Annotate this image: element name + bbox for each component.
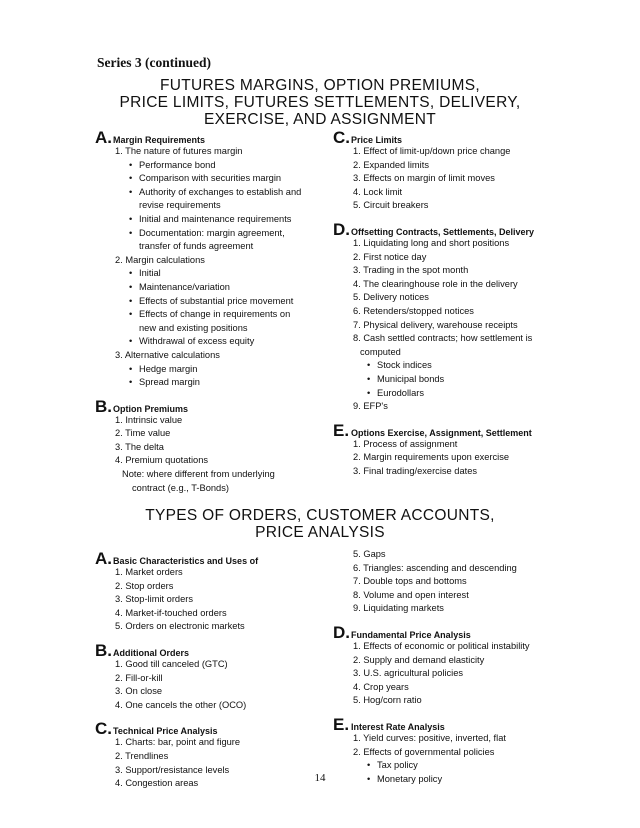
group-title: Additional Orders bbox=[113, 647, 190, 658]
group-heading bbox=[333, 715, 563, 732]
section-title-margins bbox=[0, 77, 640, 128]
bullet-icon: • bbox=[367, 387, 371, 398]
bullet-icon: • bbox=[129, 227, 133, 238]
group-title: Offsetting Contracts, Settlements, Delivery bbox=[351, 226, 535, 237]
numbered-item: 7. Physical delivery, warehouse receipts bbox=[353, 319, 518, 330]
numbered-item: 2. Margin requirements upon exercise bbox=[353, 452, 510, 463]
numbered-item: 8. Volume and open interest bbox=[353, 589, 469, 600]
numbered-item: 9. Liquidating markets bbox=[353, 603, 444, 614]
numbered-item: 5. Delivery notices bbox=[353, 292, 429, 303]
bullet-icon: • bbox=[129, 268, 133, 279]
group-title: Price Limits bbox=[351, 135, 403, 145]
bullet-icon: • bbox=[129, 295, 133, 306]
bullet-text: Effects of substantial price movement bbox=[139, 295, 294, 306]
numbered-item: 6. Retenders/stopped notices bbox=[353, 305, 474, 316]
section2-left-column bbox=[95, 549, 325, 798]
bullet-text: Effects of change in requirements on bbox=[139, 309, 291, 320]
bullet-item bbox=[333, 359, 563, 373]
bullet-item bbox=[95, 172, 325, 186]
bullet-text: Municipal bonds bbox=[377, 373, 445, 384]
numbered-item: 1. Good till canceled (GTC) bbox=[115, 658, 228, 669]
group-heading bbox=[333, 128, 563, 145]
numbered-item: 8. Cash settled contracts; how settlement is bbox=[353, 333, 533, 344]
bullet-item bbox=[95, 308, 325, 322]
numbered-item: 5. Hog/corn ratio bbox=[353, 695, 422, 706]
group-title: Technical Price Analysis bbox=[113, 726, 218, 737]
numbered-item: 1. The nature of futures margin bbox=[115, 146, 243, 156]
bullet-icon: • bbox=[129, 336, 133, 347]
group-letter: E. bbox=[333, 420, 350, 440]
numbered-item: 1. Effect of limit-up/down price change bbox=[353, 146, 511, 156]
numbered-item: 4. One cancels the other (OCO) bbox=[115, 699, 247, 710]
numbered-item: 5. Circuit breakers bbox=[353, 200, 429, 211]
group-letter: C. bbox=[333, 128, 350, 147]
group-title: Fundamental Price Analysis bbox=[351, 629, 471, 640]
bullet-text: Performance bond bbox=[139, 159, 216, 170]
group-letter: B. bbox=[95, 396, 112, 416]
group-letter: D. bbox=[333, 622, 350, 642]
bullet-item bbox=[95, 363, 325, 377]
section1-left-column bbox=[95, 128, 325, 502]
continuation-line: transfer of funds agreement bbox=[139, 241, 254, 252]
numbered-item: 2. Trendlines bbox=[115, 750, 169, 761]
continuation-line: computed bbox=[360, 346, 401, 357]
group-heading bbox=[95, 641, 325, 658]
bullet-text: Authority of exchanges to establish and bbox=[139, 186, 302, 197]
numbered-item: 1. Liquidating long and short positions bbox=[353, 237, 510, 248]
outline-group bbox=[95, 641, 325, 712]
bullet-text: Stock indices bbox=[377, 360, 432, 371]
continuation-line: contract (e.g., T-Bonds) bbox=[132, 482, 229, 493]
bullet-item bbox=[95, 295, 325, 309]
numbered-item: 5. Gaps bbox=[353, 549, 386, 559]
bullet-text: Eurodollars bbox=[377, 387, 425, 398]
numbered-item: 4. Premium quotations bbox=[115, 455, 209, 466]
bullet-item bbox=[95, 335, 325, 349]
outline-group bbox=[333, 623, 563, 708]
bullet-item bbox=[333, 387, 563, 401]
outline-group bbox=[333, 548, 563, 616]
group-heading bbox=[95, 549, 325, 566]
group-title: Options Exercise, Assignment, Settlement bbox=[351, 427, 532, 438]
section-title-line: PRICE ANALYSIS bbox=[255, 524, 385, 541]
group-heading bbox=[333, 220, 563, 237]
outline-group bbox=[95, 397, 325, 496]
page-number: 14 bbox=[314, 772, 326, 784]
group-title: Margin Requirements bbox=[113, 135, 206, 145]
numbered-item: 2. Supply and demand elasticity bbox=[353, 654, 485, 665]
group-letter: A. bbox=[95, 549, 112, 568]
bullet-text: Tax policy bbox=[377, 760, 418, 771]
numbered-item: 3. The delta bbox=[115, 441, 164, 452]
bullet-icon: • bbox=[129, 309, 133, 320]
group-heading bbox=[95, 128, 325, 145]
numbered-item: 1. Process of assignment bbox=[353, 438, 458, 449]
group-heading bbox=[333, 623, 563, 640]
section-title-line: EXERCISE, AND ASSIGNMENT bbox=[203, 111, 436, 128]
bullet-text: Initial and maintenance requirements bbox=[139, 213, 292, 224]
numbered-item: 1. Yield curves: positive, inverted, flat bbox=[353, 732, 506, 743]
bullet-icon: • bbox=[129, 363, 133, 374]
numbered-item: 2. First notice day bbox=[353, 251, 427, 262]
group-title: Option Premiums bbox=[113, 403, 189, 414]
outline-group bbox=[95, 128, 325, 390]
section-title-line: TYPES OF ORDERS, CUSTOMER ACCOUNTS, bbox=[145, 507, 495, 524]
bullet-item bbox=[95, 376, 325, 390]
numbered-item: 3. Final trading/exercise dates bbox=[353, 465, 478, 476]
outline-group bbox=[333, 421, 563, 479]
series-heading: Series 3 (continued) bbox=[97, 55, 211, 70]
numbered-item: 2. Effects of governmental policies bbox=[353, 746, 495, 757]
section-title-orders bbox=[0, 507, 640, 541]
numbered-item: 2. Fill-or-kill bbox=[115, 672, 163, 683]
numbered-item: 3. Alternative calculations bbox=[115, 349, 220, 360]
group-letter: A. bbox=[95, 128, 112, 147]
numbered-item: 1. Effects of economic or political instability bbox=[353, 640, 530, 651]
continuation-line: revise requirements bbox=[139, 200, 221, 211]
bullet-icon: • bbox=[367, 360, 371, 371]
bullet-item bbox=[95, 186, 325, 200]
bullet-item bbox=[95, 159, 325, 173]
numbered-item: 2. Time value bbox=[115, 428, 171, 439]
group-title: Interest Rate Analysis bbox=[351, 721, 445, 732]
section-title-line: PRICE LIMITS, FUTURES SETTLEMENTS, DELIVERY, bbox=[119, 94, 521, 111]
numbered-item: 1. Charts: bar, point and figure bbox=[115, 737, 241, 748]
numbered-item: 3. U.S. agricultural policies bbox=[353, 668, 464, 679]
numbered-item: 3. Stop-limit orders bbox=[115, 594, 194, 605]
bullet-icon: • bbox=[129, 159, 133, 170]
section1-right-column bbox=[333, 128, 563, 485]
numbered-item: 4. Lock limit bbox=[353, 186, 403, 197]
bullet-icon: • bbox=[129, 186, 133, 197]
outline-group bbox=[95, 549, 325, 634]
numbered-item: 4. The clearinghouse role in the delivery bbox=[353, 278, 518, 289]
bullet-text: Spread margin bbox=[139, 377, 200, 388]
numbered-item: 2. Stop orders bbox=[115, 580, 174, 591]
bullet-item bbox=[333, 759, 563, 773]
bullet-icon: • bbox=[367, 760, 371, 771]
bullet-text: Comparison with securities margin bbox=[139, 173, 282, 184]
numbered-item: 1. Market orders bbox=[115, 567, 183, 577]
numbered-item: 6. Triangles: ascending and descending bbox=[353, 562, 517, 573]
numbered-item: 9. EFP's bbox=[353, 401, 388, 412]
numbered-item: 4. Market-if-touched orders bbox=[115, 607, 227, 618]
outline-group bbox=[333, 128, 563, 213]
numbered-item: 3. Support/resistance levels bbox=[115, 764, 230, 775]
bullet-text: Withdrawal of excess equity bbox=[139, 336, 255, 347]
group-heading bbox=[333, 421, 563, 438]
numbered-item: 4. Congestion areas bbox=[115, 778, 199, 789]
group-letter: B. bbox=[95, 640, 112, 660]
outline-group bbox=[333, 220, 563, 414]
section2-right-column bbox=[333, 548, 563, 793]
group-letter: C. bbox=[95, 719, 112, 739]
numbered-item: 2. Expanded limits bbox=[353, 159, 429, 170]
numbered-item: 4. Crop years bbox=[353, 681, 409, 692]
bullet-icon: • bbox=[367, 373, 371, 384]
bullet-icon: • bbox=[129, 377, 133, 388]
bullet-icon: • bbox=[367, 773, 371, 784]
bullet-icon: • bbox=[129, 213, 133, 224]
group-heading bbox=[95, 397, 325, 414]
group-letter: E. bbox=[333, 714, 350, 734]
bullet-text: Maintenance/variation bbox=[139, 281, 230, 292]
numbered-item: 3. Trading in the spot month bbox=[353, 265, 469, 276]
bullet-text: Initial bbox=[139, 268, 161, 279]
numbered-item: 3. Effects on margin of limit moves bbox=[353, 173, 495, 184]
bullet-item bbox=[95, 267, 325, 281]
bullet-text: Hedge margin bbox=[139, 363, 198, 374]
numbered-item: 7. Double tops and bottoms bbox=[353, 576, 467, 587]
section-title-line: FUTURES MARGINS, OPTION PREMIUMS, bbox=[160, 77, 480, 94]
bullet-text: Documentation: margin agreement, bbox=[139, 227, 285, 238]
numbered-item: 2. Margin calculations bbox=[115, 254, 205, 265]
bullet-item bbox=[95, 227, 325, 241]
bullet-item bbox=[333, 373, 563, 387]
continuation-line: new and existing positions bbox=[139, 322, 248, 333]
bullet-text: Monetary policy bbox=[377, 773, 443, 784]
numbered-item: 3. On close bbox=[115, 686, 163, 697]
numbered-item: 1. Intrinsic value bbox=[115, 414, 183, 425]
group-heading bbox=[95, 719, 325, 739]
bullet-item bbox=[95, 213, 325, 227]
numbered-item: 5. Orders on electronic markets bbox=[115, 621, 245, 632]
continuation-line: Note: where different from underlying bbox=[122, 469, 275, 480]
group-letter: D. bbox=[333, 219, 350, 239]
group-title: Basic Characteristics and Uses of bbox=[113, 556, 259, 566]
bullet-icon: • bbox=[129, 173, 133, 184]
bullet-item bbox=[95, 281, 325, 295]
bullet-icon: • bbox=[129, 281, 133, 292]
